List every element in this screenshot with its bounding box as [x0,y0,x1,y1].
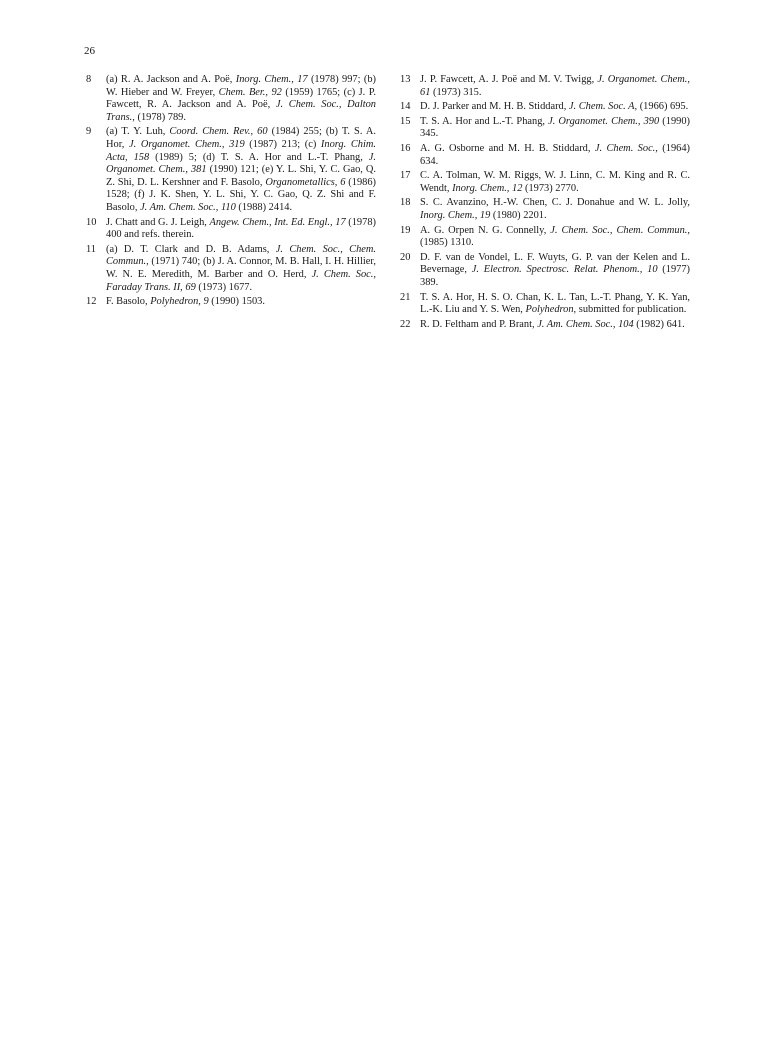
reference-item [86,74,376,124]
references-column-right [400,74,690,333]
reference-segment: (1990) 1503. [208,296,265,308]
journal-citation: Polyhedron, 9 [150,296,209,308]
reference-segment: (1978) 400 and refs. therein. [106,216,376,241]
journal-citation: J. Chem. Soc., Faraday Trans. II, 69 [106,268,376,293]
reference-segment: (1987) 213; (c) [244,138,321,150]
reference-number: 17 [400,170,411,182]
reference-number: 19 [400,224,411,236]
journal-citation: Chem. Ber., 92 [218,86,282,98]
reference-item [86,217,376,242]
journal-citation: Inorg. Chem., 19 [420,209,491,221]
reference-text [420,170,690,195]
reference-text [420,116,690,141]
references-column-left [86,74,376,311]
reference-segment: (1978) 789. [134,111,186,123]
reference-segment: A. G. Osborne and M. H. B. Stiddard, [420,142,595,154]
reference-segment: (1973) 2770. [522,182,579,194]
reference-number: 12 [86,296,97,308]
reference-segment: R. D. Feltham and P. Brant, [420,318,538,330]
journal-citation: J. Chem. Soc., Dalton Trans., [106,99,377,123]
reference-number: 9 [86,126,92,138]
reference-segment: (a) D. T. Clark and D. B. Adams, [106,243,276,255]
reference-item [400,74,690,99]
journal-citation: Inorg. Chem., 17 [235,74,308,85]
reference-item [400,319,690,332]
reference-segment: (1971) 740; (b) J. A. Connor, M. B. Hall, I. H. Hillier, W. N. E. Meredith, M. Barber and O. Herd, [106,256,376,280]
reference-number: 18 [400,197,411,209]
reference-segment: D. J. Parker and M. H. B. Stiddard, [420,101,569,113]
journal-citation: J. Organomet. Chem., 381 [106,151,376,176]
journal-citation: J. Organomet. Chem., 390 [548,115,660,127]
reference-segment: (1959) 1765; (c) J. P. Fawcett, R. A. Jackson and A. Poë, [106,86,376,111]
reference-segment: (1984) 255; (b) T. S. A. Hor, [106,126,377,150]
reference-item [400,143,690,168]
reference-segment: C. A. Tolman, W. M. Riggs, W. J. Linn, C. M. King and R. C. Wendt, [420,170,690,194]
reference-text [420,225,690,250]
reference-number: 10 [86,216,97,228]
reference-text [106,217,376,242]
reference-text [420,143,690,168]
reference-number: 20 [400,251,411,263]
reference-segment: (1977) 389. [420,264,690,288]
reference-item [400,292,690,317]
reference-number: 15 [400,115,411,127]
page-number: 26 [84,45,95,57]
journal-citation: J. Organomet. Chem., 61 [420,74,690,98]
journal-citation: Polyhedron, [525,304,577,316]
journal-citation: Angew. Chem., Int. Ed. Engl., 17 [209,216,346,228]
journal-citation: J. Chem. Soc., Chem. Commun., [550,224,690,236]
reference-segment: A. G. Orpen N. G. Connelly, [420,224,551,236]
reference-number: 13 [400,74,411,85]
reference-segment: (1986) 1528; (f) J. K. Shen, Y. L. Shi, Y. C. Gao, Q. Z. Shi and F. Basolo, [106,176,376,213]
reference-segment: D. F. van de Vondel, L. F. Wuyts, G. P. van der Kelen and L. Bevernage, [420,251,690,276]
reference-segment: J. Chatt and G. J. Leigh, [106,216,210,228]
reference-segment: (1989) 5; (d) T. S. A. Hor and L.-T. Phang, [149,151,369,163]
reference-number: 11 [86,243,97,255]
reference-number: 21 [400,291,411,303]
reference-item [400,225,690,250]
reference-number: 8 [86,74,92,85]
reference-text [106,296,376,309]
reference-item [400,101,690,114]
journal-citation: J. Am. Chem. Soc., 104 [537,318,634,330]
reference-text [420,74,690,99]
reference-segment: F. Basolo, [106,296,151,308]
reference-text [420,319,690,332]
journal-citation: Inorg. Chim. Acta, 158 [106,138,376,163]
reference-segment: (1973) 315. [430,86,482,98]
reference-item [86,126,376,214]
reference-segment: J. P. Fawcett, A. J. Poë and M. V. Twigg, [420,74,598,85]
reference-segment: submitted for publication. [576,304,687,316]
reference-item [400,252,690,290]
reference-item [86,244,376,294]
reference-segment: (1990) 345. [420,115,690,140]
reference-text [420,101,690,114]
reference-item [400,197,690,222]
journal-citation: J. Organomet. Chem., 319 [128,138,245,150]
reference-segment: (1966) 695. [637,101,689,113]
journal-citation: Organometallics, 6 [265,176,346,188]
journal-citation: J. Chem. Soc., Chem. Commun., [106,243,377,268]
reference-text [106,126,376,214]
reference-segment: (1973) 1677. [195,281,253,293]
reference-text [106,244,376,294]
reference-text [106,74,376,124]
reference-item [400,116,690,141]
journal-citation: J. Electron. Spectrosc. Relat. Phenom., 10 [471,264,658,276]
reference-item [86,296,376,309]
journal-citation: J. Chem. Soc. A, [568,101,638,113]
reference-item [400,170,690,195]
reference-number: 16 [400,142,411,154]
reference-text [420,197,690,222]
journal-citation: J. Chem. Soc., [594,142,658,154]
reference-number: 14 [400,101,411,113]
reference-segment: (1964) 634. [420,142,690,167]
reference-text [420,252,690,290]
reference-text [420,292,690,317]
reference-segment: (1978) 997; (b) W. Hieber and W. Freyer, [106,74,376,98]
reference-segment: (a) R. A. Jackson and A. Poë, [106,74,236,85]
reference-segment: S. C. Avanzino, H.-W. Chen, C. J. Donahue and W. L. Jolly, [420,197,690,209]
journal-citation: Inorg. Chem., 12 [452,182,523,194]
reference-number: 22 [400,318,411,330]
reference-segment: (1988) 2414. [235,201,293,213]
reference-segment: T. S. A. Hor, H. S. O. Chan, K. L. Tan, L.-T. Phang, Y. K. Yan, L.-K. Liu and Y. S. Wen, [420,291,690,316]
reference-segment: (1982) 641. [633,318,685,330]
reference-segment: (1990) 121; (e) Y. L. Shi, Y. C. Gao, Q. Z. Shi, D. L. Kershner and F. Basolo, [106,164,377,188]
journal-citation: Coord. Chem. Rev., 60 [169,126,268,138]
reference-segment: (1980) 2201. [490,209,547,221]
journal-citation: J. Am. Chem. Soc., 110 [140,201,236,213]
reference-segment: T. S. A. Hor and L.-T. Phang, [420,115,549,127]
reference-segment: (a) T. Y. Luh, [106,126,170,138]
reference-segment: (1985) 1310. [420,237,474,249]
